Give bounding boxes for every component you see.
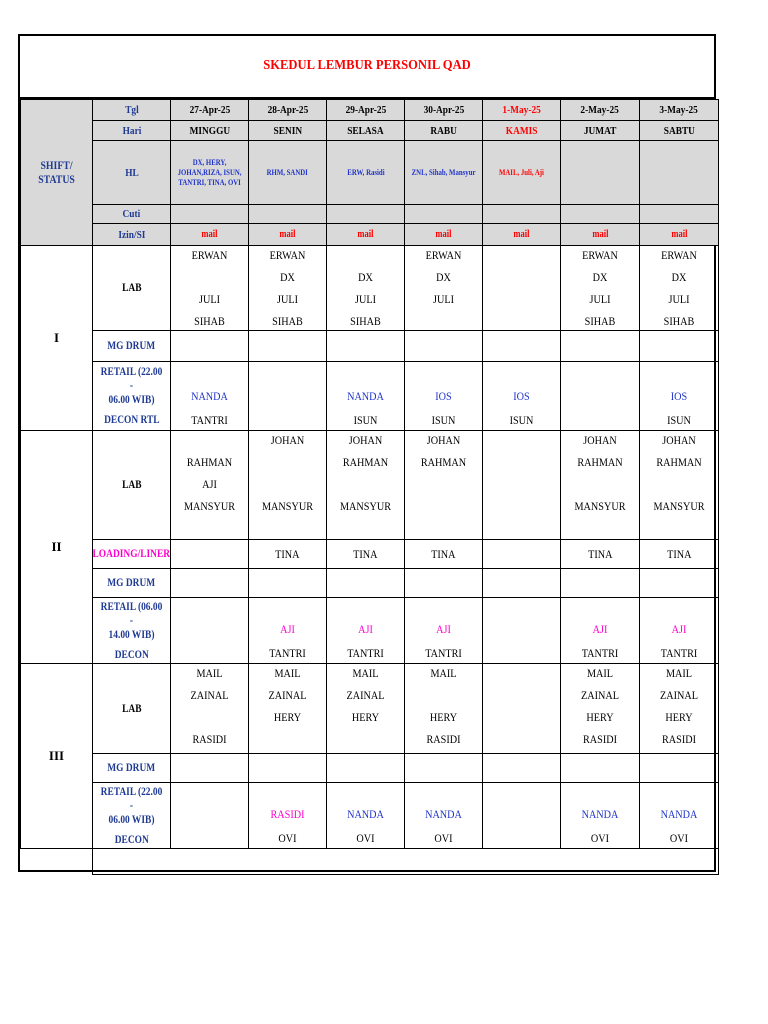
header-izin-cell: [482, 223, 561, 246]
header-izin-cell: [326, 223, 405, 246]
leave-mail-label: mail: [435, 229, 452, 240]
shift-name: III: [48, 748, 65, 763]
staff-name: RASIDI: [192, 732, 227, 746]
header-tgl-cell: [404, 99, 483, 121]
lab-cell: [404, 663, 483, 754]
retail-label: RETAIL (06.00 - 14.00 WIB): [100, 600, 163, 641]
decon-name: OVI: [434, 831, 453, 845]
day-label: JUMAT: [583, 124, 617, 137]
mg-drum-cell: [560, 568, 640, 598]
retail-decon-cell: [248, 782, 327, 849]
staff-name: HERY: [586, 710, 614, 724]
decon-name: ISUN: [353, 413, 378, 427]
staff-name: MANSYUR: [261, 499, 313, 513]
retail-name: NANDA: [347, 807, 384, 821]
header-cuti-cell: [482, 204, 561, 224]
staff-name: DX: [436, 270, 451, 284]
mg-drum-cell: [639, 568, 719, 598]
day-label: MINGGU: [189, 124, 230, 137]
retail-name: NANDA: [191, 389, 228, 403]
header-label-cuti: [92, 204, 171, 224]
staff-name: ERWAN: [269, 248, 306, 262]
retail-label: RETAIL (22.00 - 06.00 WIB): [100, 785, 163, 826]
retail-name: NANDA: [660, 807, 698, 821]
holiday-names: DX, HERY, JOHAN,RIZA, ISUN, TANTRI, TINA, OVI: [177, 157, 242, 187]
footer-row: [92, 848, 719, 875]
decon-name: TANTRI: [191, 413, 228, 427]
staff-name: RASIDI: [582, 732, 617, 746]
row-label-lab-text: LAB: [121, 282, 142, 294]
mg-drum-cell: [404, 568, 483, 598]
header-label-hl: [92, 140, 171, 205]
mg-drum-cell: [248, 568, 327, 598]
leave-mail-label: mail: [201, 229, 218, 240]
retail-decon-cell: [248, 361, 327, 431]
staff-name: ZAINAL: [346, 688, 385, 702]
staff-name: MANSYUR: [183, 499, 235, 513]
holiday-names: ERW, Rasidi: [346, 167, 385, 177]
mg-drum-cell: [482, 330, 561, 362]
staff-name: SIHAB: [350, 314, 381, 328]
row-label-loading: [92, 539, 171, 569]
lab-cell: [326, 430, 405, 540]
header-tgl-cell: [248, 99, 327, 121]
decon-name: OVI: [590, 831, 610, 845]
staff-name: SIHAB: [272, 314, 303, 328]
staff-name: MAIL: [586, 666, 614, 680]
staff-name: ERWAN: [661, 248, 697, 262]
lab-cell: [639, 245, 719, 331]
staff-name: ZAINAL: [190, 688, 229, 702]
date-label: 1-May-25: [502, 104, 541, 116]
staff-name: TINA: [666, 547, 692, 561]
staff-name: RAHMAN: [420, 455, 467, 469]
date-label: 29-Apr-25: [345, 104, 386, 116]
row-label-mg-drum-text: MG DRUM: [107, 577, 156, 589]
shift-name: II: [51, 539, 62, 554]
staff-name: RASIDI: [661, 732, 696, 746]
staff-name: MANSYUR: [574, 499, 626, 513]
lab-cell: [560, 663, 640, 754]
staff-name: ZAINAL: [581, 688, 619, 702]
lab-cell: [404, 245, 483, 331]
staff-name: JULI: [589, 292, 611, 306]
day-label: RABU: [430, 124, 457, 137]
header-tgl-cell: [170, 99, 249, 121]
retail-decon-cell: [248, 597, 327, 664]
retail-decon-cell: [560, 782, 640, 849]
leave-mail-label: mail: [279, 229, 296, 240]
retail-name: AJI: [436, 622, 451, 636]
header-hari-cell: [170, 120, 249, 141]
staff-name: MANSYUR: [339, 499, 391, 513]
mg-drum-cell: [170, 568, 249, 598]
lab-cell: [639, 663, 719, 754]
retail-decon-cell: [170, 597, 249, 664]
header-izin-cell: [170, 223, 249, 246]
header-cuti-cell: [404, 204, 483, 224]
date-label: 30-Apr-25: [423, 104, 464, 116]
staff-name: TINA: [353, 547, 378, 561]
date-label: 2-May-25: [580, 104, 620, 116]
lab-cell: [482, 245, 561, 331]
header-cuti-cell: [639, 204, 719, 224]
mg-drum-cell: [170, 753, 249, 783]
row-label-loading-text: LOADING/LINER: [92, 548, 171, 560]
header-label-text: Izin/SI: [117, 228, 146, 241]
staff-name: HERY: [273, 710, 302, 724]
lab-cell: [639, 430, 719, 540]
mg-drum-cell: [560, 753, 640, 783]
leave-mail-label: mail: [513, 229, 530, 240]
retail-name: AJI: [671, 622, 687, 636]
retail-decon-cell: [560, 361, 640, 431]
row-label-lab: [92, 663, 171, 754]
staff-name: RASIDI: [426, 732, 461, 746]
row-label-retail-decon: [92, 597, 171, 664]
retail-name: IOS: [435, 389, 452, 403]
header-hl-cell: [482, 140, 561, 205]
header-izin-cell: [404, 223, 483, 246]
header-hari-cell: [482, 120, 561, 141]
staff-name: JOHAN: [662, 433, 696, 447]
retail-name: AJI: [592, 622, 608, 636]
retail-decon-cell: [482, 361, 561, 431]
header-label-izin: [92, 223, 171, 246]
decon-name: TANTRI: [269, 646, 306, 660]
lab-cell: [326, 245, 405, 331]
holiday-names: ZNL, Sihab, Mansyur: [411, 167, 476, 177]
mg-drum-cell: [560, 330, 640, 362]
row-label-mg-drum: [92, 753, 171, 783]
loading-cell: [170, 539, 249, 569]
row-label-retail-decon: [92, 782, 171, 849]
staff-name: JOHAN: [426, 433, 461, 447]
mg-drum-cell: [326, 568, 405, 598]
staff-name: ERWAN: [191, 248, 228, 262]
staff-name: RAHMAN: [342, 455, 389, 469]
header-hl-cell: [248, 140, 327, 205]
shift-cell: [20, 663, 93, 849]
holiday-names: MAIL, Juli, Aji: [499, 167, 544, 177]
header-hl-cell: [326, 140, 405, 205]
mg-drum-cell: [326, 753, 405, 783]
leave-mail-label: mail: [357, 229, 374, 240]
staff-name: JULI: [199, 292, 220, 306]
mg-drum-cell: [639, 330, 719, 362]
row-label-lab-text: LAB: [121, 479, 142, 491]
retail-label: RETAIL (22.00 - 06.00 WIB): [100, 366, 163, 406]
loading-cell: [248, 539, 327, 569]
staff-name: DX: [358, 270, 373, 284]
lab-cell: [404, 430, 483, 540]
header-hari-cell: [560, 120, 640, 141]
retail-name: AJI: [280, 622, 295, 636]
staff-name: SIHAB: [194, 314, 225, 328]
staff-name: MAIL: [196, 666, 223, 680]
page-title: SKEDUL LEMBUR PERSONIL QAD: [263, 58, 471, 73]
retail-name: RASIDI: [270, 807, 305, 821]
staff-name: MAIL: [665, 666, 693, 680]
holiday-names: RHM, SANDI: [266, 167, 309, 177]
decon-name: OVI: [669, 831, 689, 845]
mg-drum-cell: [170, 330, 249, 362]
lab-cell: [170, 663, 249, 754]
lab-cell: [248, 430, 327, 540]
staff-name: HERY: [429, 710, 458, 724]
lab-cell: [560, 245, 640, 331]
leave-mail-label: mail: [670, 229, 688, 240]
header-cuti-cell: [326, 204, 405, 224]
loading-cell: [404, 539, 483, 569]
header-label-text: Tgl: [124, 104, 139, 116]
shift-status-label: SHIFT/ STATUS: [38, 159, 75, 186]
staff-name: ERWAN: [425, 248, 462, 262]
shift-cell: [20, 430, 93, 664]
row-label-mg-drum-text: MG DRUM: [107, 762, 156, 774]
retail-decon-cell: [560, 597, 640, 664]
retail-name: AJI: [358, 622, 373, 636]
lab-cell: [170, 430, 249, 540]
header-tgl-cell: [560, 99, 640, 121]
schedule-sheet: [18, 34, 716, 872]
leave-mail-label: mail: [591, 229, 609, 240]
row-label-mg-drum: [92, 330, 171, 362]
lab-cell: [482, 663, 561, 754]
shift-name: I: [53, 330, 60, 345]
header-hari-cell: [326, 120, 405, 141]
loading-cell: [326, 539, 405, 569]
mg-drum-cell: [404, 330, 483, 362]
staff-name: JULI: [277, 292, 298, 306]
header-hl-cell: [404, 140, 483, 205]
row-label-mg-drum: [92, 568, 171, 598]
staff-name: AJI: [202, 477, 217, 491]
staff-name: ZAINAL: [268, 688, 307, 702]
header-cuti-cell: [560, 204, 640, 224]
day-label: SELASA: [347, 124, 384, 137]
date-label: 27-Apr-25: [189, 104, 230, 116]
retail-decon-cell: [404, 597, 483, 664]
lab-cell: [248, 663, 327, 754]
mg-drum-cell: [482, 568, 561, 598]
date-label: 3-May-25: [659, 104, 699, 116]
decon-name: TANTRI: [425, 646, 462, 660]
header-cuti-cell: [170, 204, 249, 224]
row-label-retail-decon: [92, 361, 171, 431]
date-label: 28-Apr-25: [267, 104, 308, 116]
staff-name: JOHAN: [348, 433, 383, 447]
retail-name: NANDA: [425, 807, 462, 821]
decon-name: OVI: [356, 831, 375, 845]
mg-drum-cell: [248, 753, 327, 783]
mg-drum-cell: [326, 330, 405, 362]
retail-name: NANDA: [581, 807, 619, 821]
decon-name: ISUN: [431, 413, 456, 427]
staff-name: TINA: [431, 547, 456, 561]
decon-label: DECON: [114, 833, 149, 846]
staff-name: MAIL: [352, 666, 379, 680]
staff-name: JULI: [433, 292, 454, 306]
lab-cell: [326, 663, 405, 754]
mg-drum-cell: [482, 753, 561, 783]
staff-name: HERY: [351, 710, 380, 724]
retail-decon-cell: [639, 597, 719, 664]
staff-name: ERWAN: [582, 248, 618, 262]
decon-label: DECON RTL: [103, 414, 160, 426]
loading-cell: [560, 539, 640, 569]
staff-name: DX: [280, 270, 295, 284]
decon-name: OVI: [278, 831, 297, 845]
header-izin-cell: [639, 223, 719, 246]
staff-name: RAHMAN: [656, 455, 702, 469]
decon-name: ISUN: [509, 413, 534, 427]
header-izin-cell: [560, 223, 640, 246]
day-label: SENIN: [273, 124, 302, 137]
mg-drum-cell: [248, 330, 327, 362]
staff-name: JULI: [355, 292, 376, 306]
day-label: KAMIS: [505, 124, 538, 137]
row-label-mg-drum-text: MG DRUM: [107, 340, 156, 352]
staff-name: MANSYUR: [653, 499, 705, 513]
staff-name: DX: [592, 270, 608, 284]
header-tgl-cell: [639, 99, 719, 121]
header-hari-cell: [639, 120, 719, 141]
staff-name: JULI: [668, 292, 690, 306]
header-label-hari: [92, 120, 171, 141]
lab-cell: [248, 245, 327, 331]
lab-cell: [170, 245, 249, 331]
header-tgl-cell: [326, 99, 405, 121]
retail-decon-cell: [639, 361, 719, 431]
shift-cell: [20, 245, 93, 431]
retail-decon-cell: [170, 361, 249, 431]
decon-name: TANTRI: [660, 646, 698, 660]
loading-cell: [482, 539, 561, 569]
retail-decon-cell: [404, 782, 483, 849]
lab-cell: [560, 430, 640, 540]
staff-name: ZAINAL: [660, 688, 698, 702]
day-label: SABTU: [663, 124, 695, 137]
header-cuti-cell: [248, 204, 327, 224]
shift-status-header: [20, 99, 93, 246]
staff-name: MAIL: [430, 666, 457, 680]
lab-cell: [482, 430, 561, 540]
staff-name: JOHAN: [583, 433, 617, 447]
staff-name: HERY: [665, 710, 693, 724]
header-label-tgl: [92, 99, 171, 121]
staff-name: TINA: [275, 547, 300, 561]
staff-name: MAIL: [274, 666, 301, 680]
staff-name: JOHAN: [270, 433, 305, 447]
retail-decon-cell: [326, 782, 405, 849]
retail-decon-cell: [170, 782, 249, 849]
header-label-text: HL: [124, 166, 139, 179]
decon-name: TANTRI: [581, 646, 619, 660]
retail-name: NANDA: [347, 389, 384, 403]
retail-decon-cell: [482, 782, 561, 849]
staff-name: DX: [671, 270, 687, 284]
loading-cell: [639, 539, 719, 569]
retail-decon-cell: [326, 597, 405, 664]
decon-name: TANTRI: [347, 646, 384, 660]
retail-decon-cell: [326, 361, 405, 431]
retail-name: IOS: [513, 389, 530, 403]
header-hl-cell: [170, 140, 249, 205]
header-hl-cell: [560, 140, 640, 205]
row-label-lab: [92, 430, 171, 540]
retail-decon-cell: [482, 597, 561, 664]
staff-name: SIHAB: [663, 314, 695, 328]
row-label-lab-text: LAB: [121, 702, 142, 715]
mg-drum-cell: [404, 753, 483, 783]
row-label-lab: [92, 245, 171, 331]
staff-name: RAHMAN: [186, 455, 233, 469]
header-hari-cell: [404, 120, 483, 141]
header-label-text: Cuti: [122, 208, 141, 220]
staff-name: RAHMAN: [577, 455, 623, 469]
staff-name: SIHAB: [584, 314, 616, 328]
header-hl-cell: [639, 140, 719, 205]
staff-name: TINA: [587, 547, 613, 561]
header-hari-cell: [248, 120, 327, 141]
header-izin-cell: [248, 223, 327, 246]
retail-decon-cell: [404, 361, 483, 431]
decon-name: ISUN: [667, 413, 691, 427]
retail-name: IOS: [670, 389, 688, 403]
mg-drum-cell: [639, 753, 719, 783]
retail-decon-cell: [639, 782, 719, 849]
header-tgl-cell: [482, 99, 561, 121]
header-label-text: Hari: [122, 124, 141, 137]
decon-label: DECON: [114, 648, 149, 661]
